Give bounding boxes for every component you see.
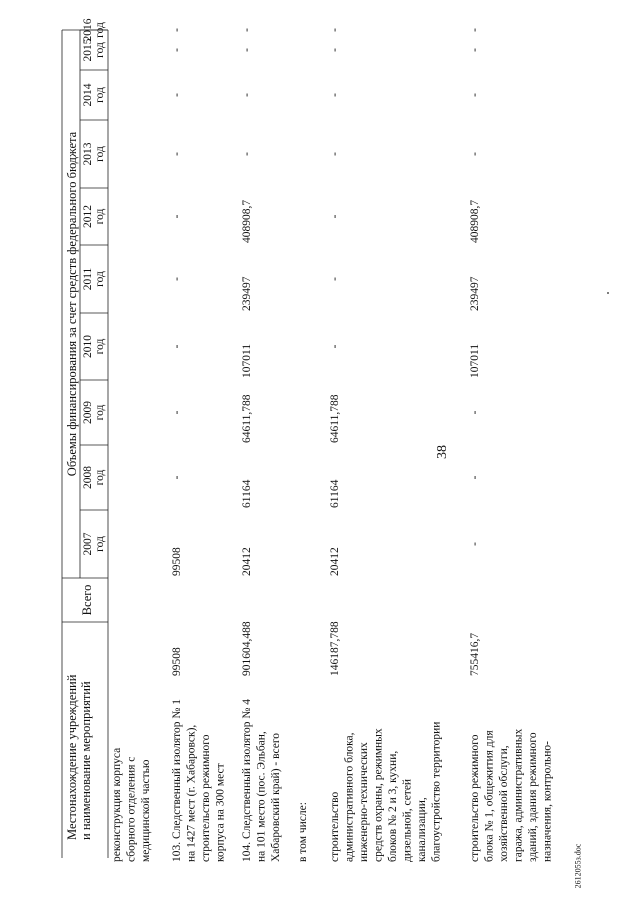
row-year-value: -	[469, 475, 481, 480]
row-name-line: блоков № 2 и 3, кухни,	[387, 750, 399, 862]
row-name-line: на 101 место (пос. Эльбан,	[255, 731, 268, 862]
row-year-value: 107011	[241, 343, 253, 378]
year-unit-label: год	[94, 404, 106, 421]
row-year-value: 64611,788	[241, 394, 253, 443]
row-name-line: на 1427 мест (г. Хабаровск),	[185, 724, 198, 862]
row-year-value: 20412	[329, 547, 341, 576]
row-year-value: -	[469, 93, 481, 97]
row-total-value: 99508	[171, 647, 183, 676]
row-total-value: 146187,788	[329, 621, 341, 676]
row-name-line: административного блока,	[343, 732, 356, 862]
row-name-line: инженерно-технических	[358, 742, 370, 862]
total-column-header: Всего	[80, 584, 94, 616]
row-year-value: -	[171, 48, 183, 52]
year-header: 2010	[82, 335, 94, 358]
year-unit-label: год	[94, 338, 106, 355]
year-header: 2013	[82, 142, 94, 166]
row-name-line: 104. Следственный изолятор № 4	[241, 699, 253, 862]
row-year-value: -	[469, 152, 481, 156]
year-unit-label: год	[94, 208, 106, 225]
year-unit-label: год	[94, 469, 106, 486]
row-year-value: 408908,7	[469, 199, 481, 243]
year-header: 2015	[82, 38, 94, 62]
row-year-value: -	[171, 277, 183, 281]
row-name-line: дизельной, сетей	[401, 778, 414, 862]
year-header: 2007	[82, 532, 94, 556]
year-header: 2012	[82, 205, 94, 228]
year-header: 2016	[82, 18, 94, 42]
row-name-line: канализации,	[416, 797, 428, 862]
row-name-line: строительство режимного	[469, 734, 481, 862]
row-name-line: назначения, контрольно-	[541, 741, 554, 862]
year-unit-label: год	[94, 146, 106, 162]
footer-code: 2612055з.doc	[573, 843, 583, 889]
row-year-value: -	[241, 28, 253, 32]
row-total-value: 901604,488	[241, 621, 253, 676]
row-name-line: гаража, административных	[512, 728, 525, 862]
row-year-value: -	[171, 410, 183, 415]
row-name-line: корпуса на 300 мест	[214, 763, 227, 862]
row-name-line: зданий, здания режимного	[527, 732, 539, 862]
row-year-value: -	[171, 28, 183, 32]
row-name-line: сборного отделения с	[125, 756, 138, 862]
year-header: 2014	[82, 83, 94, 107]
row-year-value: -	[241, 93, 253, 97]
row-year-value: 408908,7	[241, 199, 253, 243]
name-column-header: Местонахождение учреждений	[65, 674, 79, 840]
row-name-line: блока № 1, общежития для	[483, 730, 496, 862]
row-year-value: -	[171, 93, 183, 97]
row-year-value: -	[329, 28, 341, 32]
row-year-value: -	[171, 152, 183, 156]
row-year-value: -	[469, 48, 481, 52]
row-year-value: 61164	[329, 479, 341, 508]
funding-title: Объемы финансирования за счет средств федерального бюджета	[65, 131, 79, 477]
row-year-value: -	[469, 28, 481, 32]
year-unit-label: год	[94, 22, 106, 38]
year-unit-label: год	[94, 271, 106, 287]
row-name-line: хозяйственной обслуги,	[498, 745, 510, 862]
row-year-value: 99508	[171, 547, 183, 576]
row-year-value: -	[469, 542, 481, 546]
row-name-line: в том числе:	[297, 802, 309, 862]
row-year-value: 239497	[469, 276, 481, 311]
row-name-line: строительство режимного	[200, 734, 212, 862]
year-header: 2011	[82, 267, 94, 291]
year-header: 2009	[82, 401, 94, 424]
row-name-line: Хабаровский край) - всего	[270, 733, 282, 862]
row-name-line: реконструкция корпуса	[111, 747, 123, 862]
row-year-value: 64611,788	[329, 394, 341, 443]
row-year-value: -	[329, 344, 341, 349]
year-unit-label: год	[94, 87, 106, 103]
row-year-value: -	[329, 48, 341, 52]
row-year-value: -	[329, 93, 341, 97]
name-column-header: и наименование мероприятий	[79, 681, 93, 840]
row-name-line: средств охраны, режимных	[372, 728, 385, 862]
row-year-value: -	[329, 152, 341, 156]
year-unit-label: год	[94, 536, 106, 552]
row-year-value: -	[329, 214, 341, 219]
row-year-value: -	[171, 214, 183, 219]
row-year-value: 20412	[241, 547, 253, 576]
year-unit-label: год	[94, 42, 106, 58]
row-year-value: -	[171, 475, 183, 480]
row-year-value: 61164	[241, 479, 253, 508]
row-year-value: -	[241, 48, 253, 52]
row-name-line: благоустройство территории	[430, 721, 443, 862]
row-year-value: 107011	[469, 343, 481, 378]
row-year-value: -	[171, 344, 183, 349]
page-number: 38	[435, 445, 450, 459]
row-total-value: 755416,7	[469, 632, 481, 676]
row-year-value: -	[241, 152, 253, 156]
row-year-value: 239497	[241, 276, 253, 311]
row-year-value: -	[329, 277, 341, 281]
row-name-line: медицинской частью	[140, 759, 152, 862]
year-header: 2008	[82, 466, 94, 489]
row-name-line: 103. Следственный изолятор № 1	[171, 699, 183, 862]
row-year-value: -	[469, 410, 481, 415]
row-name-line: строительство	[329, 791, 341, 862]
